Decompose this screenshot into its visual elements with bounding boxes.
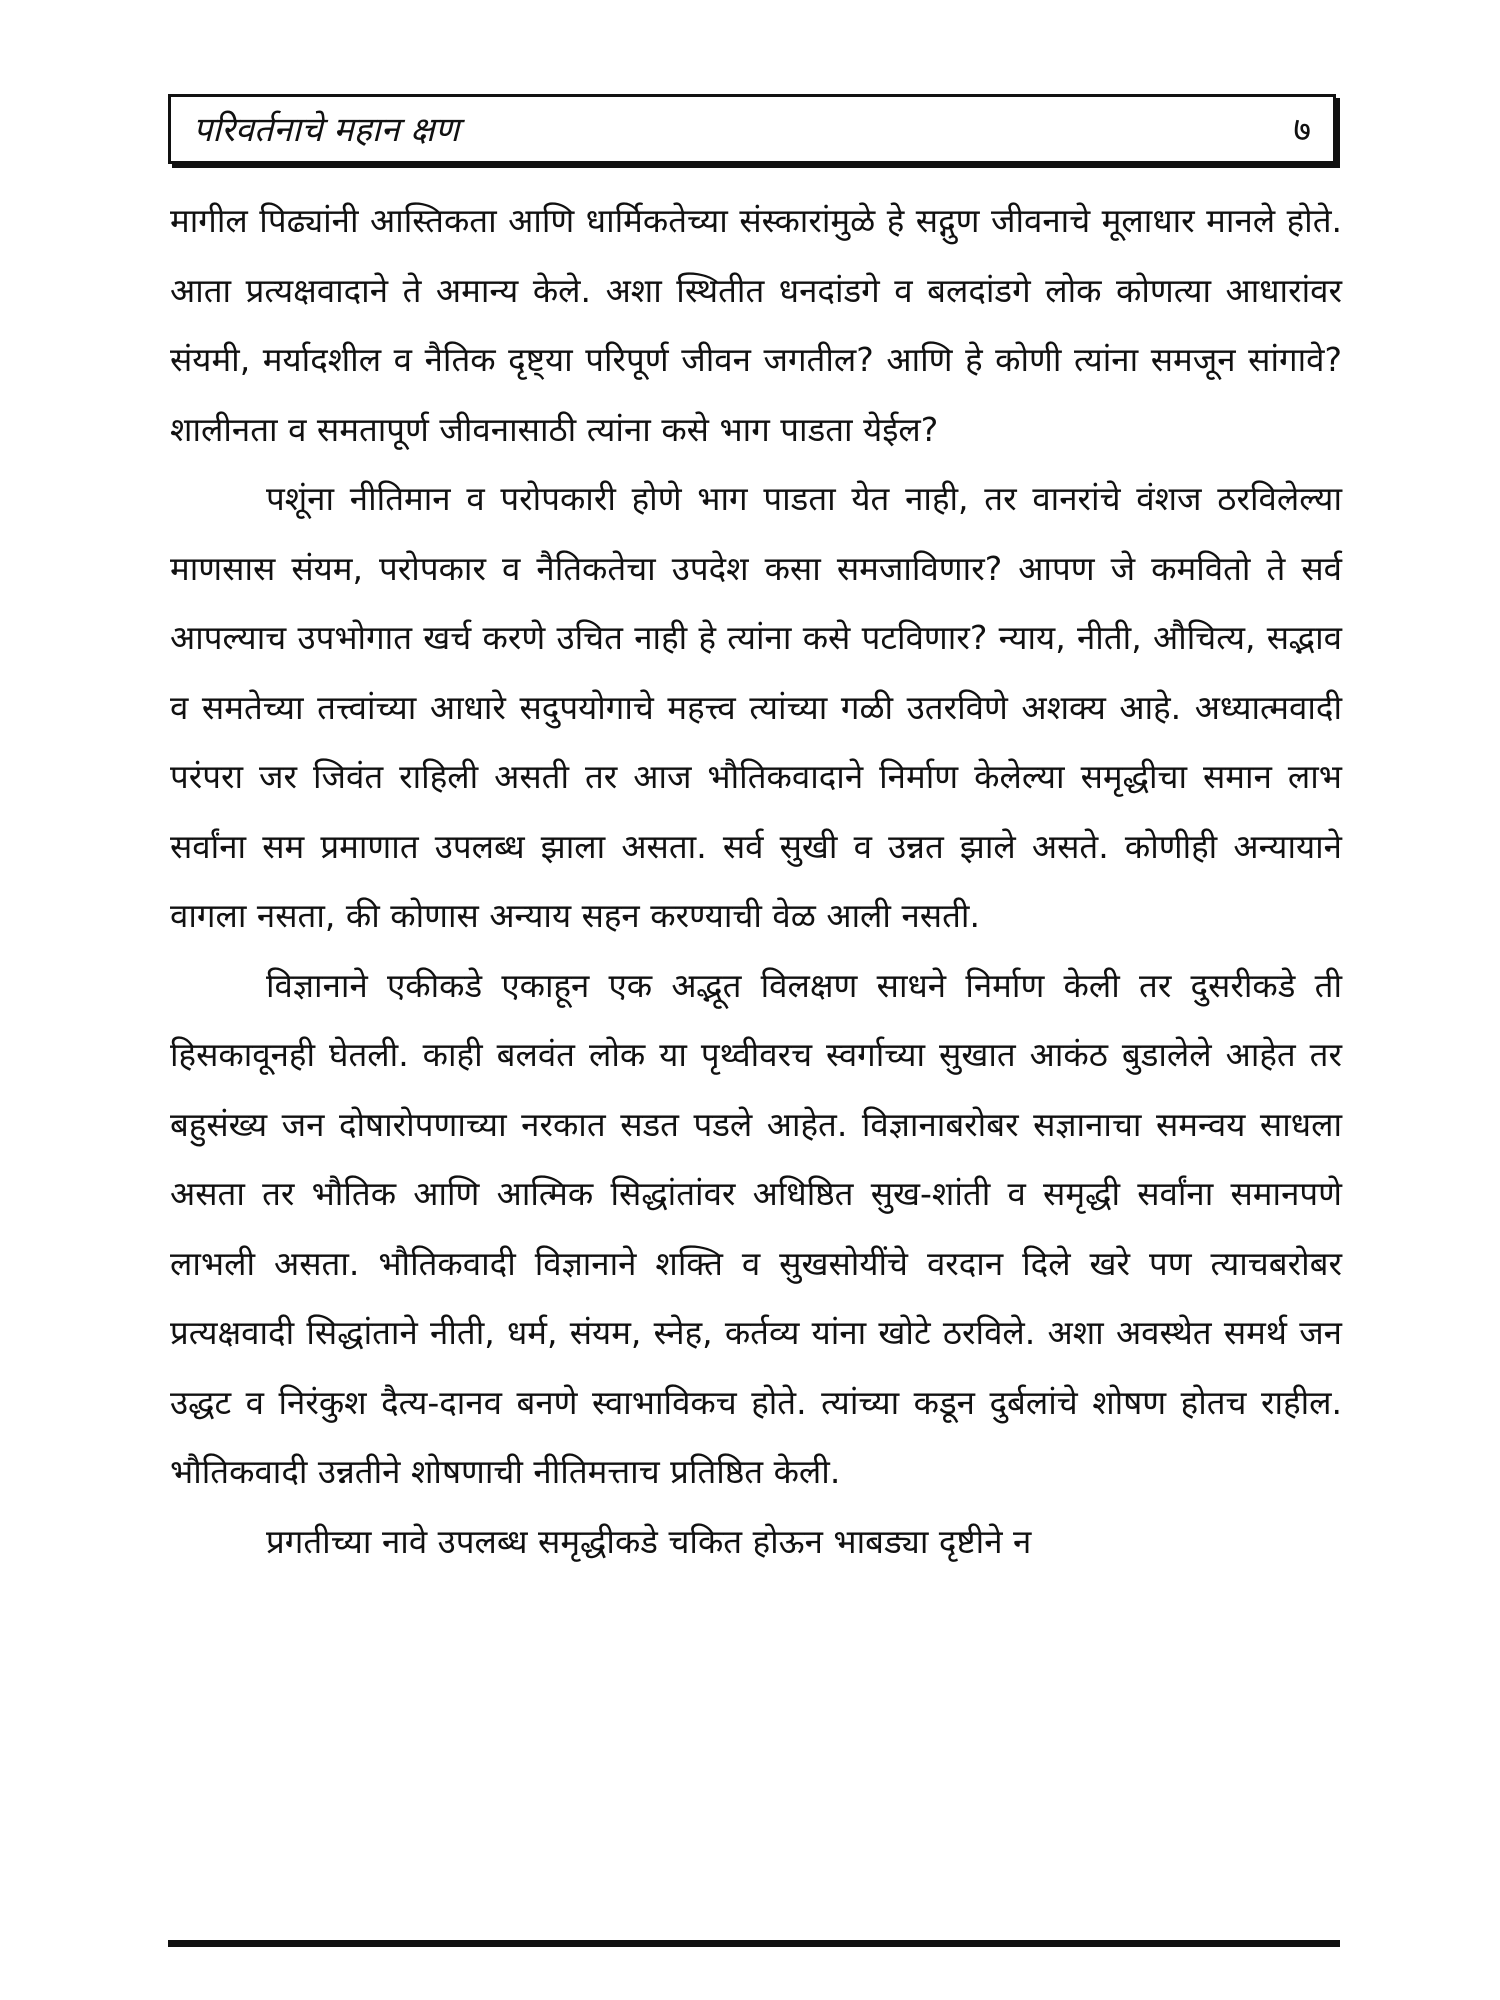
paragraph: मागील पिढ्यांनी आस्तिकता आणि धार्मिकतेच्या संस्कारांमुळे हे सद्गुण जीवनाचे मूलाधार मानले होते. आता प्रत्यक्षवादाने ते अमान्य केले. अशा स्थितीत धनदांडगे व बलदांडगे लोक कोणत्या आधारांवर संयमी, मर्यादशील व नैतिक दृष्ट्या परिपूर्ण जीवन जगतील? आणि हे कोणी त्यांना समजून सांगावे? शालीनता व समतापूर्ण जीवनासाठी त्यांना कसे भाग पाडता येईल? bbox=[170, 201, 1342, 449]
paragraph: पशूंना नीतिमान व परोपकारी होणे भाग पाडता येत नाही, तर वानरांचे वंशज ठरविलेल्या माणसास संयम, परोपकार व नैतिकतेचा उपदेश कसा समजाविणार? आपण जे कमवितो ते सर्व आपल्याच उपभोगात खर्च करणे उचित नाही हे त्यांना कसे पटविणार? न्याय, नीती, औचित्य, सद्भाव व समतेच्या तत्त्वांच्या आधारे सदुपयोगाचे महत्त्व त्यांच्या गळी उतरविणे अशक्य आहे. अध्यात्मवादी परंपरा जर जिवंत राहिली असती तर आज भौतिकवादाने निर्माण केलेल्या समृद्धीचा समान लाभ सर्वांना सम प्रमाणात उपलब्ध झाला असता. सर्व सुखी व उन्नत झाले असते. कोणीही अन्यायाने वागला नसता, की कोणास अन्याय सहन करण्याची वेळ आली नसती. bbox=[170, 479, 1342, 935]
paragraph: विज्ञानाने एकीकडे एकाहून एक अद्भूत विलक्षण साधने निर्माण केली तर दुसरीकडे ती हिसकावूनही घेतली. काही बलवंत लोक या पृथ्वीवरच स्वर्गाच्या सुखात आकंठ बुडालेले आहेत तर बहुसंख्य जन दोषारोपणाच्या नरकात सडत पडले आहेत. विज्ञानाबरोबर सज्ञानाचा समन्वय साधला असता तर भौतिक आणि आत्मिक सिद्धांतांवर अधिष्ठित सुख-शांती व समृद्धी सर्वांना समानपणे लाभली असता. भौतिकवादी विज्ञानाने शक्ति व सुखसोयींचे वरदान दिले खरे पण त्याचबरोबर प्रत्यक्षवादी सिद्धांताने नीती, धर्म, संयम, स्नेह, कर्तव्य यांना खोटे ठरविले. अशा अवस्थेत समर्थ जन उद्धट व निरंकुश दैत्य-दानव बनणे स्वाभाविकच होते. त्यांच्या कडून दुर्बलांचे शोषण होतच राहील. भौतिकवादी उन्नतीने शोषणाची नीतिमत्ताच प्रतिष्ठित केली. bbox=[170, 965, 1342, 1491]
body-text bbox=[170, 186, 1342, 1576]
running-title: परिवर्तनाचे महान क्षण bbox=[193, 110, 460, 150]
running-header bbox=[168, 94, 1336, 164]
page-number: ७ bbox=[1293, 110, 1311, 150]
paragraph: प्रगतीच्या नावे उपलब्ध समृद्धीकडे चकित होऊन भाबड्या दृष्टीने न bbox=[266, 1521, 1032, 1561]
footer-rule bbox=[168, 1940, 1340, 1947]
